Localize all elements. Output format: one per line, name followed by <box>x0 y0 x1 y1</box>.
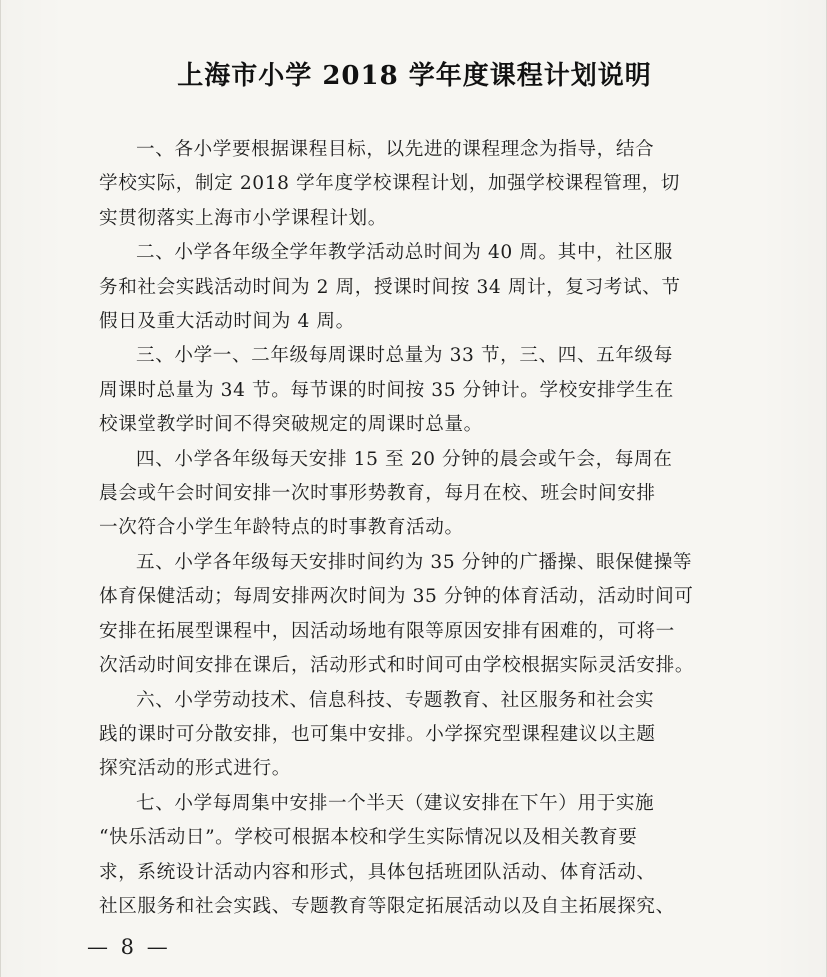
paragraph-line: 周课时总量为 34 节。每节课的时间按 35 分钟计。学校安排学生在 <box>99 379 674 401</box>
paragraph-line: 二、小学各年级全学年教学活动总时间为 40 周。其中，社区服 <box>136 242 673 264</box>
paragraph-line: 务和社会实践活动时间为 2 周，授课时间按 34 周计，复习考试、节 <box>99 276 681 298</box>
paragraph-5 <box>99 546 719 684</box>
paragraph-line: 求，系统设计活动内容和形式，具体包括班团队活动、体育活动、 <box>99 861 656 883</box>
paragraph-line: 探究活动的形式进行。 <box>99 758 291 780</box>
paragraph-line: 假日及重大活动时间为 4 周。 <box>99 311 355 333</box>
paragraph-line: 七、小学每周集中安排一个半天（建议安排在下午）用于实施 <box>136 792 655 814</box>
paragraph-3 <box>99 339 719 442</box>
paragraph-line: 一、各小学要根据课程目标，以先进的课程理念为指导，结合 <box>136 139 655 160</box>
paragraph-line: 校课堂教学时间不得突破规定的周课时总量。 <box>99 414 483 436</box>
paragraph-7 <box>99 787 719 925</box>
paragraph-6 <box>99 684 719 787</box>
paragraph-line: 一次符合小学生年龄特点的时事教育活动。 <box>99 517 464 539</box>
document-body <box>99 133 719 924</box>
paragraph-line: 三、小学一、二年级每周课时总量为 33 节，三、四、五年级每 <box>136 345 673 367</box>
paragraph-line: 五、小学各年级每天安排时间约为 35 分钟的广播操、眼保健操等 <box>136 551 693 573</box>
document-title: 上海市小学 2018 学年度课程计划说明 <box>177 61 652 91</box>
paragraph-line: 次活动时间安排在课后，活动形式和时间可由学校根据实际灵活安排。 <box>99 655 695 677</box>
paragraph-line: 实贯彻落实上海市小学课程计划。 <box>99 207 387 229</box>
paragraph-line: 践的课时可分散安排，也可集中安排。小学探究型课程建议以主题 <box>99 723 656 745</box>
paragraph-4 <box>99 443 719 546</box>
paragraph-line: “快乐活动日”。学校可根据本校和学生实际情况以及相关教育要 <box>99 827 638 849</box>
paragraph-line: 安排在拓展型课程中，因活动场地有限等原因安排有困难的，可将一 <box>99 620 675 642</box>
paragraph-1 <box>99 133 719 236</box>
paragraph-line: 四、小学各年级每天安排 15 至 20 分钟的晨会或午会，每周在 <box>136 448 673 470</box>
paragraph-line: 六、小学劳动技术、信息科技、专题教育、社区服务和社会实 <box>136 689 655 711</box>
paragraph-line: 体育保健活动；每周安排两次时间为 35 分钟的体育活动，活动时间可 <box>99 586 694 608</box>
paragraph-line: 学校实际，制定 2018 学年度学校课程计划，加强学校课程管理，切 <box>99 173 680 195</box>
paragraph-line: 晨会或午会时间安排一次时事形势教育，每月在校、班会时间安排 <box>99 483 656 505</box>
paragraph-2 <box>99 236 719 339</box>
page-number: — 8 — <box>87 935 171 959</box>
paragraph-line: 社区服务和社会实践、专题教育等限定拓展活动以及自主拓展探究、 <box>99 895 675 917</box>
